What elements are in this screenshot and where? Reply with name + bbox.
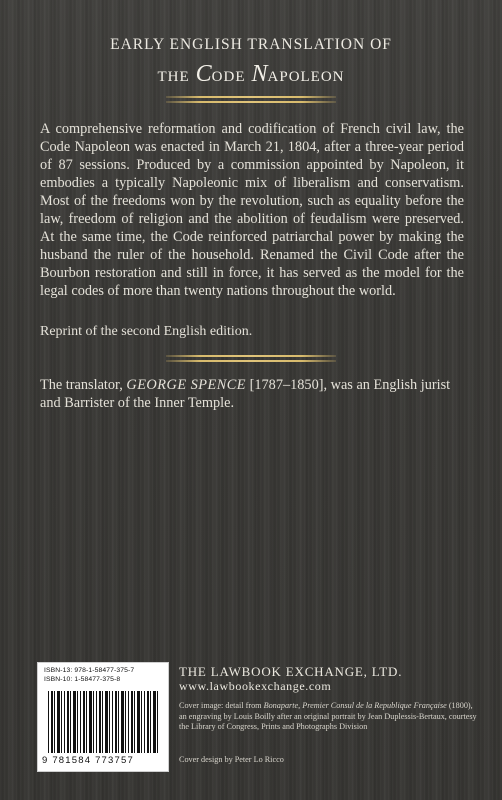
isbn10-label: ISBN-10: 1-58477-375-8 xyxy=(44,676,121,683)
barcode-digits: 9 781584 773757 xyxy=(42,755,134,766)
reprint-note: Reprint of the second English edition. xyxy=(40,324,253,339)
gold-divider-middle xyxy=(166,355,336,362)
title-n: N xyxy=(251,61,268,87)
header-title xyxy=(0,60,502,91)
credit-part2: (1800), an engraving by Louis Boilly after an original portrait by Jean Duplessis-Bertaux, courtesy the Library of Congress, Prints and Photographs Division xyxy=(179,701,477,731)
title-the: THE xyxy=(157,69,190,85)
title-apoleon: APOLEON xyxy=(267,69,345,85)
publisher-name: THE LAWBOOK EXCHANGE, LTD. xyxy=(179,664,403,679)
cover-design-credit: Cover design by Peter Lo Ricco xyxy=(179,755,284,764)
description-paragraph: A comprehensive reformation and codification of French civil law, the Code Napoleon was enacted in March 21, 1804, after a three-year period of 87 sessions. Produced by a commission appointed by Napoleon, it embodies a typically Napoleonic mix of liberalism and conservatism. Most of the freedoms won by the revolution, such as equality before the law, freedom of religion and the abolition of feudalism were preserved. At the same time, the Code reinforced patriarchal power by making the husband the ruler of the household. Renamed the Civil Code after the Bourbon restoration and still in force, it has served as the model for the legal codes of more than twenty nations throughout the world. xyxy=(40,121,464,299)
barcode-bars xyxy=(48,691,160,753)
translator-note xyxy=(40,376,460,412)
translator-name: GEORGE SPENCE xyxy=(126,377,247,393)
publisher-url: www.lawbookexchange.com xyxy=(179,679,332,693)
title-ode: ODE xyxy=(211,69,246,85)
header-subtitle: EARLY ENGLISH TRANSLATION OF xyxy=(110,36,392,53)
isbn13-label: ISBN-13: 978-1-58477-375-7 xyxy=(44,667,135,674)
cover-header xyxy=(0,36,502,91)
title-c: C xyxy=(195,61,212,87)
barcode-panel xyxy=(37,662,169,772)
translator-suffix: [1787–1850], was an English jurist and Barrister of the Inner Temple. xyxy=(40,377,451,411)
credit-work-title: Bonaparte, Premier Consul de la Republique Française xyxy=(263,701,447,710)
credit-part1: Cover image: detail from xyxy=(179,701,262,710)
translator-prefix: The translator, xyxy=(40,377,123,393)
gold-divider-top xyxy=(166,96,336,103)
cover-image-credit xyxy=(179,701,479,733)
